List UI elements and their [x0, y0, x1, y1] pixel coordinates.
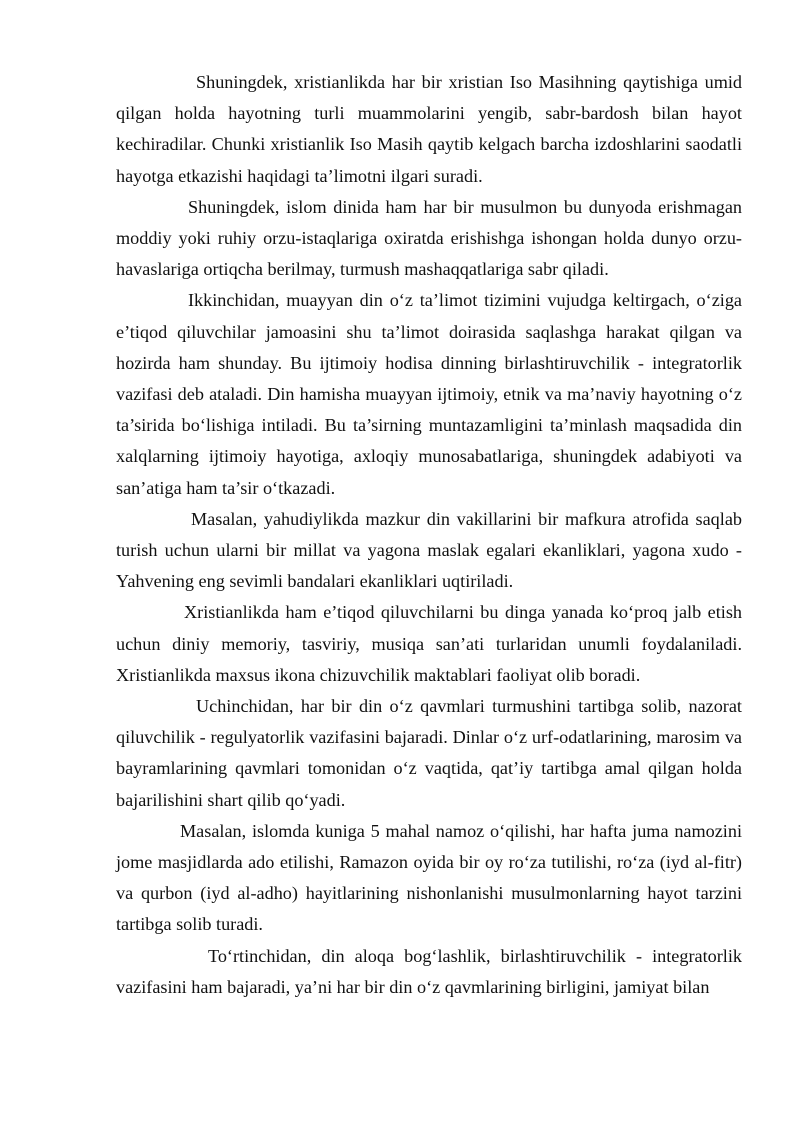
paragraph-islom-misol: Masalan, islomda kuniga 5 mahal namoz o‘qilishi, har hafta juma namozini jome masjidlarda ado etilishi, Ramazon oyida bir oy ro‘za tutilishi, ro‘za (iyd al-fitr) va qurbon (iyd al-adho) hayitlarining nishonlanishi musulmonlarning hayot tarzini tartibga solib turadi.: [116, 820, 742, 935]
body-text: [116, 67, 742, 1003]
paragraph-yahudiylik-misol: Masalan, yahudiylikda mazkur din vakillarini bir mafkura atrofida saqlab turish uchun ularni bir millat va yagona maslak egalari ekanliklari, yagona xudo - Yahvening eng sevimli bandalari ekanliklari uqtiriladi.: [116, 508, 742, 592]
paragraph-uchinchidan: Uchinchidan, har bir din o‘z qavmlari turmushini tartibga solib, nazorat qiluvchilik - regulyatorlik vazifasini bajaradi. Dinlar o‘z urf-odatlarining, marosim va bayramlarining qavmlari tomonidan o‘z vaqtida, qat’iy tartibga amal qilgan holda bajarilishini shart qilib qo‘yadi.: [116, 696, 742, 810]
paragraph-xristianlik-sabr: Shuningdek, xristianlikda har bir xristian Iso Masihning qaytishiga umid qilgan holda hayotning turli muammolarini yengib, sabr-bardosh bilan hayot kechiradilar. Chunki xristianlik Iso Masih qaytib kelgach barcha izdoshlarini saodatli hayotga etkazishi haqidagi ta’limotni ilgari suradi.: [116, 72, 742, 186]
paragraph-islom-sabr: Shuningdek, islom dinida ham har bir musulmon bu dunyoda erishmagan moddiy yoki ruhiy orzu-istaqlariga oxiratda erishishga ishongan holda dunyo orzu-havaslariga ortiqcha berilmay, turmush mashaqqatlariga sabr qiladi.: [116, 196, 742, 280]
paragraph-xristianlik-sanat: Xristianlikda ham e’tiqod qiluvchilarni bu dinga yanada ko‘proq jalb etish uchun diniy memoriy, tasviriy, musiqa san’ati turlaridan unumli foydalaniladi. Xristianlikda maxsus ikona chizuvchilik maktablari faoliyat olib boradi.: [116, 602, 742, 685]
paragraph-ikkinchidan: Ikkinchidan, muayyan din o‘z ta’limot tizimini vujudga keltirgach, o‘ziga e’tiqod qiluvchilar jamoasini shu ta’limot doirasida saqlashga harakat qilgan va hozirda ham shunday. Bu ijtimoiy hodisa dinning birlashtiruvchilik - integratorlik vazifasi deb ataladi. Din hamisha muayyan ijtimoiy, etnik va ma’naviy hayotning o‘z ta’sirida bo‘lishiga intiladi. Bu ta’sirning muntazamligini ta’minlash maqsadida din xalqlarning ijtimoiy hayotiga, axloqiy munosabatlariga, shuningdek adabiyoti va san’atiga ham ta’sir o‘tkazadi.: [116, 290, 742, 498]
paragraph-tortinchidan: To‘rtinchidan, din aloqa bog‘lashlik, birlashtiruvchilik - integratorlik vazifasini ham bajaradi, ya’ni har bir din o‘z qavmlarining birligini, jamiyat bilan: [116, 945, 742, 997]
